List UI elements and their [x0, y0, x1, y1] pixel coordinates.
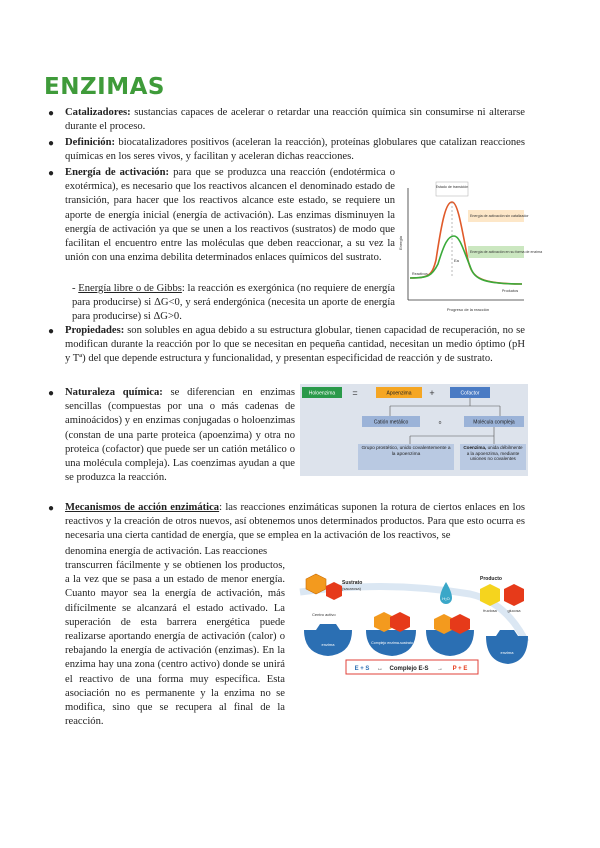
- y-label: Energía: [398, 235, 403, 250]
- bullet: ●: [48, 388, 55, 399]
- sustrato-label: Sustrato: [342, 580, 363, 586]
- coenzima-text-wrap: [462, 445, 524, 470]
- holoenzima-label: Holoenzima: [308, 390, 336, 397]
- transition-label: Estado de transición: [435, 185, 469, 189]
- reactants-label: Reactivos: [412, 272, 428, 276]
- molecula-label: Molécula compleja: [473, 419, 515, 426]
- centro-label: Centro activo: [312, 612, 336, 617]
- products-label: Productos: [502, 289, 519, 293]
- catalyzed-curve: [410, 236, 522, 284]
- x-label: Progreso de la reacción: [446, 307, 490, 312]
- glucosa-label: glucosa: [507, 609, 521, 613]
- item-propiedades: [65, 324, 525, 367]
- h2o-label: H₂O: [442, 596, 450, 601]
- term: Naturaleza química:: [65, 387, 163, 398]
- text: para que se produzca una reacción (endotérmica o exotérmica), es necesario que los reactivos alcancen el denominado estado de transición, para hacer que los reactivos alcance este estado, se requiere un aporte de energía inicial (energía de activación). Las enzimas disminuyen la energía de activación ya que se unen a los reactivos (sustratos) de modo que facilitan el encuentro entre las moléculas que deben reaccionar, a su vez la unión con una enzima debilita determinados enlaces químicos del sustrato.: [65, 167, 395, 264]
- ea-label: Ea: [454, 258, 459, 263]
- uncatalyzed-label: Energía de activación sin catalizador: [470, 214, 529, 218]
- item-mecanismo: [65, 501, 525, 544]
- fructosa-label: fructosa: [483, 609, 497, 613]
- text: se diferencian en enzimas sencillas (compuestas por una o más cadenas de aminoácidos) y en enzimas conjugadas o holoenzimas (constan de una parte proteica (apoenzima) y otra no proteica (cofactor) que puede ser un catión metálico o una molécula compleja). Las coenzimas ayudan a que se produzca la reacción.: [65, 387, 295, 484]
- grupo-text-wrap: [360, 446, 452, 470]
- energy-chart: [398, 180, 543, 316]
- eq-arrow-2: →: [437, 666, 443, 672]
- sacarosa-label: (sacarosa): [342, 586, 361, 591]
- coenzima-label: unida débilmente a la apoenzima, mediante uniones no covalentes: [466, 445, 523, 462]
- eq-arrow-1: ↔: [377, 666, 383, 672]
- bullet: ●: [48, 108, 55, 119]
- page-title: ENZIMAS: [44, 74, 165, 100]
- term: Propiedades:: [65, 325, 125, 336]
- item-mecanismo-cont-b: transcurren fácilmente y se obtienen los productos, a la vez que se pasa a un estado de menor energía. Cuanto mayor sea la energía de activación, más difícilmente se alcanzará el estado activado. La superación de esta barrera energética puede realizarse aportando energía de activación (calor) o rebajando la energía de activación (enzimas). En la enzima hay una zona (centro activo) donde se unirá el reactivo de una forma muy específica. Esta asociación no es permanente y la enzima no se modifica, sino que se recupera al final de la reacción.: [65, 560, 285, 728]
- item-definicion: [65, 136, 525, 164]
- enzima2-label: enzima: [500, 650, 514, 655]
- enzima-label: enzima: [321, 642, 335, 647]
- text: sustancias capaces de acelerar o retardar una reacción química sin consumirse ni alterarse durante el proceso.: [65, 107, 525, 133]
- text: son solubles en agua debido a su estructura globular, tienen capacidad de recuperación, no se modifican durante la reacción por lo que se necesitan en pequeña cantidad, necesitan un medio óptimo (pH y Tª) del que depende estructura y funcionalidad, y presentan especificidad de reacción y de sustrato.: [65, 325, 525, 365]
- text: : la reacción es exergónica (no requiere de energía para producirse) si ΔG<0, y será endergónica (necesita un aporte de energía para producirse) si ΔG>0.: [72, 283, 395, 323]
- item-naturaleza: [65, 386, 295, 485]
- dash: -: [72, 283, 79, 294]
- eq-pe: P + E: [452, 666, 468, 672]
- bullet: ●: [48, 138, 55, 149]
- equals-sign: =: [352, 388, 358, 398]
- text: : las reacciones enzimáticas suponen la rotura de ciertos enlaces en los reactivos y la creación de otros nuevos, así obtenemos unos determinados productos. Para que esto ocurra es necesaria una cierta cantidad de energía, que se emplea en la activación de los reactivos, se: [65, 502, 525, 542]
- eq-es: E + S: [354, 666, 370, 672]
- holoenzyme-diagram: [300, 384, 528, 476]
- term: Mecanismos de acción enzimática: [65, 502, 220, 513]
- text: biocatalizadores positivos (aceleran la reacción), proteínas globulares que catalizan reacciones químicas en los seres vivos, y facilitan y aceleran dichas reacciones.: [65, 137, 525, 163]
- term: Energía libre o de Gibbs: [78, 283, 182, 294]
- term: Energía de activación:: [65, 167, 170, 178]
- term: Catalizadores:: [65, 107, 131, 118]
- plus-sign: +: [429, 388, 435, 398]
- grupo-label: Grupo prostético, unido covalentemente a la apoenzima: [361, 446, 451, 457]
- item-mecanismo-cont-a: denomina energía de activación. Las reacciones: [65, 546, 268, 557]
- coenzima-title: Coenzima,: [463, 445, 487, 450]
- eq-complex: Complejo E-S: [389, 666, 429, 672]
- cation-label: Catión metálico: [373, 419, 409, 426]
- bullet: ●: [48, 326, 55, 337]
- or-label: o: [438, 420, 442, 426]
- apoenzima-label: Apoenzima: [386, 390, 412, 397]
- bullet: ●: [48, 503, 55, 514]
- catalyzed-label: Energía de activación en su forma de enzima: [470, 250, 543, 254]
- mechanism-diagram: [296, 572, 530, 676]
- cofactor-label: Cofactor: [460, 390, 480, 397]
- producto-label: Producto: [480, 576, 502, 582]
- complejo-label: Complejo enzima-sustrato: [371, 641, 413, 645]
- item-catalizadores: [65, 106, 525, 134]
- term: Definición:: [65, 137, 116, 148]
- item-energia: [65, 166, 395, 265]
- bullet: ●: [48, 168, 55, 179]
- item-gibbs: [72, 282, 395, 325]
